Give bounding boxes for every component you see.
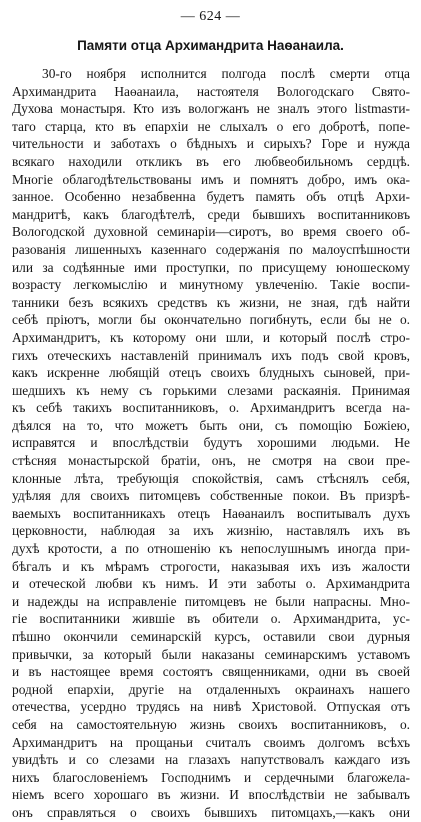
text-line: бѣгалъ и къ мѣрамъ строгости, наказывая ихъ изъ жалости — [12, 558, 410, 574]
text-line: таго старца, кто въ епархіи не слыхалъ о его добротѣ, попе- — [12, 118, 410, 134]
text-line: ніемъ всего хорошаго въ жизни. И впослѣдствіи не забывалъ — [12, 787, 410, 803]
text-line: пѣшно окончили семинарскій курсъ, оставили свои дурныя — [12, 629, 410, 644]
article-body — [12, 65, 410, 822]
text-line: Вологодской духовной семинаріи—сиротъ, во время своего об- — [12, 224, 410, 240]
text-line: къ себѣ такихъ воспитанниковъ, о. Архимандритъ всегда на- — [12, 400, 410, 416]
text-line: разованія лишенныхъ казеннаго содержанія по малоуспѣшности — [12, 241, 410, 257]
text-line: Духова монастыря. Кто изъ вологжанъ не зналъ этого listmasти- — [12, 101, 410, 117]
text-line: отечества, усердно трудясь на нивѣ Христовой. Отпуская отъ — [12, 699, 410, 715]
text-line: гіе воспитанники жившіе въ обители о. Архимандрита, ус- — [12, 611, 410, 627]
text-line: и надежды на исправленіе питомцевъ не были напрасны. Мно- — [12, 593, 410, 609]
text-line: всякаго находили откликъ въ его любвеобильномъ сердцѣ. — [12, 153, 410, 169]
text-line: исправятся и впослѣдствіи будутъ хорошими людьми. Не — [12, 435, 410, 451]
text-line: и отеческой любви къ нимъ. И эти заботы о. Архимандрита — [12, 576, 410, 592]
text-line: 30-го ноября исполнится полгода послѣ смерти отца — [42, 66, 410, 81]
text-line: Архимандритъ, къ которому они шли, и который послѣ стро- — [12, 329, 410, 345]
text-line: онъ справляться о своихъ бывшихъ питомцахъ,—какъ они — [12, 804, 410, 820]
text-line: Многіе облагодѣтельствованы имъ и помнятъ добро, имъ ока- — [12, 171, 410, 187]
text-line: церковности, наблюдая за ихъ жизнію, наставлялъ ихъ въ — [12, 523, 410, 539]
article-title: Памяти отца Архимандрита Наѳанаила. — [77, 38, 344, 53]
text-line: шедшихъ къ нему съ горькими слезами раскаянія. Принимая — [12, 382, 410, 398]
text-line: себя на самостоятельную жизнь своихъ воспитанниковъ, о. — [12, 716, 410, 732]
text-line: родной епархіи, другіе на отдаленныхъ окраинахъ нашего — [12, 681, 410, 697]
text-line: какъ искренне любящій отецъ своихъ блудныхъ сыновей, при- — [12, 365, 410, 381]
text-line: гихъ отеческихъ наставленій принималъ ихъ подъ свой кровъ, — [12, 347, 410, 363]
text-line: или за содѣянные ими проступки, по присущему юношескому — [12, 259, 410, 275]
text-line: дѣялся на то, что можетъ быть они, съ помощію Божіею, — [12, 417, 410, 433]
text-line: стѣсняя монастырской братіи, онъ, не смотря на свои пре- — [12, 453, 410, 469]
text-line: увидѣть и со слезами на глазахъ напутствовалъ каждаго изъ — [12, 752, 410, 768]
text-line: нихъ благословеніемъ Господнимъ и сердечными благожела- — [12, 769, 410, 785]
text-line: занное. Особенно незабвенна будетъ память объ отцѣ Архи- — [12, 189, 410, 205]
text-line: удѣляя для своихъ питомцевъ собственные покои. Въ призрѣ- — [12, 488, 410, 504]
text-line: танники безъ всякихъ средствъ къ жизни, не зная, гдѣ найти — [12, 294, 410, 310]
text-line: ваемыхъ воспитанникахъ отецъ Наѳанаилъ воспитывалъ духъ — [12, 505, 410, 521]
text-line: клонные лѣта, требующія спокойствія, самъ стѣснялъ себя, — [12, 470, 410, 486]
text-line: мандритѣ, какъ благодѣтелѣ, среди бывшихъ воспитанниковъ — [12, 206, 410, 222]
text-line: духѣ кротости, а по отношенію къ непослушнымъ иногда при- — [12, 541, 410, 557]
text-line: и въ настоящее время состоятъ священниками, одни въ своей — [12, 664, 410, 680]
text-line: возрасту легкомыслію и минутному увлеченію. Такіе воспи- — [12, 277, 410, 293]
text-line: Архимандритъ на прощаньи считалъ своимъ долгомъ всѣхъ — [12, 734, 410, 750]
text-line: себѣ пріютъ, могли бы окончательно погибнуть, если бы не о. — [12, 312, 410, 328]
text-line: Архимандрита Наѳанаила, настоятеля Вологодскаго Свято- — [12, 83, 410, 99]
page-number: — 624 — — [180, 9, 241, 24]
text-line: чительности и заботахъ о бѣдныхъ и сирыхъ? Горе и нужда — [12, 136, 410, 152]
text-line: привычки, за который были наказаны семинарскимъ уставомъ — [12, 646, 410, 662]
